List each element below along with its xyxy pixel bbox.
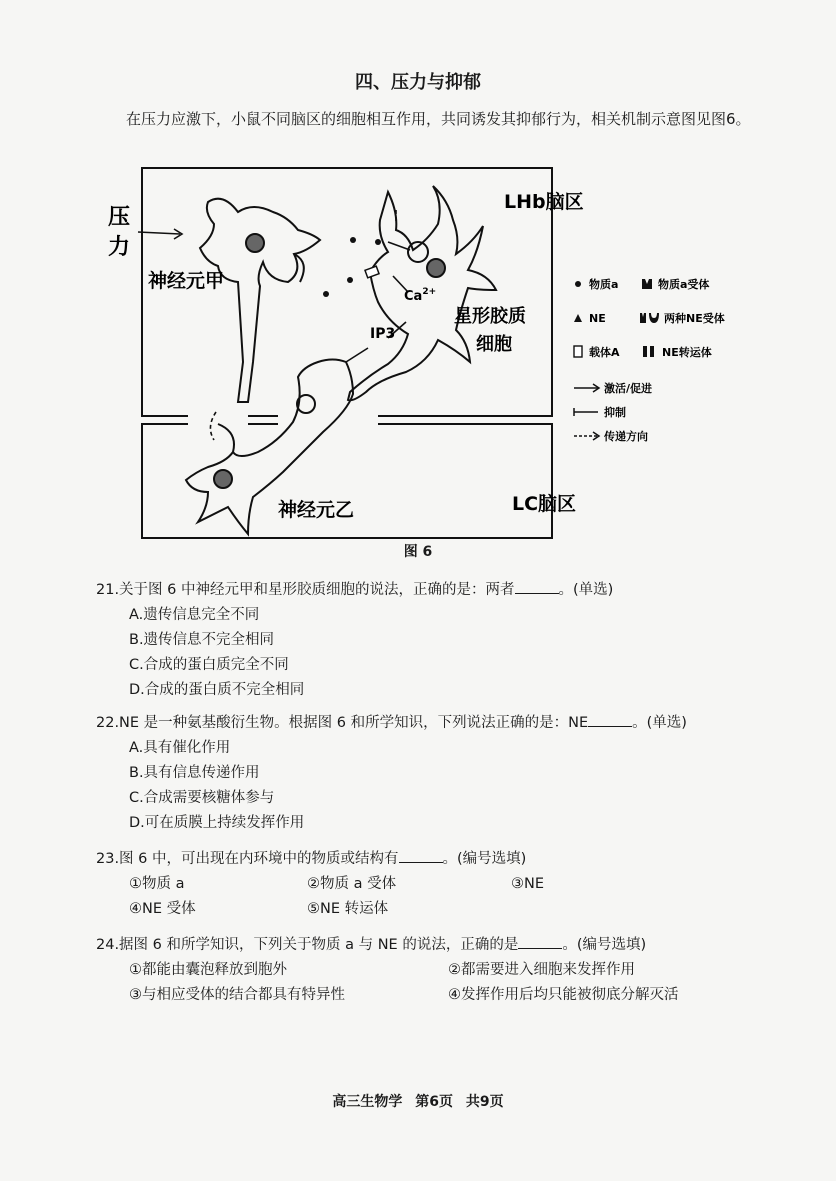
q23-answer-blank[interactable]: [399, 848, 443, 863]
q22-option-c: C.合成需要核糖体参与: [129, 790, 275, 806]
legend-ne-transporter: NE转运体: [662, 346, 712, 359]
q23-option-3: ③NE: [511, 876, 545, 892]
lhb-region-box: [142, 168, 552, 416]
legend-ne-receptors: 两种NE受体: [664, 312, 725, 325]
legend-activate: 激活/促进: [604, 382, 653, 395]
legend-substance-a-receptor: 物质a受体: [658, 278, 710, 291]
q22-option-d: D.可在质膜上持续发挥作用: [129, 815, 305, 831]
astrocyte-nucleus: [427, 259, 445, 277]
q24-option-4: ④发挥作用后均只能被彻底分解灭活: [448, 987, 679, 1003]
figure-caption: 图 6: [403, 544, 433, 560]
carrier-a-mark: [365, 266, 379, 278]
q24-option-2: ②都需要进入细胞来发挥作用: [448, 962, 635, 978]
q21-option-c: C.合成的蛋白质完全不同: [129, 657, 289, 673]
question-21: [96, 578, 776, 703]
q21-answer-blank[interactable]: [515, 579, 559, 594]
q21-option-a: A.遗传信息完全不同: [129, 607, 260, 623]
q21-stem: 21.关于图 6 中神经元甲和星形胶质细胞的说法，正确的是：两者: [96, 582, 515, 598]
legend-transmit: 传递方向: [604, 430, 648, 443]
section-title: 四、压力与抑郁: [355, 72, 481, 93]
q24-answer-blank[interactable]: [518, 934, 562, 949]
ca-label: $Ca^{2+}$: [404, 287, 437, 304]
question-22: [96, 711, 776, 836]
region-bottom-label: LC脑区: [512, 493, 577, 515]
stress-label-2: 力: [108, 235, 131, 260]
q22-stem: 22.NE 是一种氨基酸衍生物。根据图 6 和所学知识，下列说法正确的是：NE: [96, 715, 589, 731]
legend-inhibit: 抑制: [604, 406, 626, 419]
q23-option-4: ④NE 受体: [129, 901, 196, 917]
q24-suffix: 。(编号选填): [562, 937, 647, 953]
legend-substance-a: 物质a: [589, 278, 619, 291]
q22-answer-blank[interactable]: [588, 712, 632, 727]
q23-option-1: ①物质 a: [129, 876, 185, 892]
q23-option-5: ⑤NE 转运体: [307, 901, 389, 917]
question-23: [96, 847, 776, 922]
q21-option-d: D.合成的蛋白质不完全相同: [129, 682, 305, 698]
legend-carrier-a: 载体A: [589, 346, 620, 359]
vesicle-ne: [408, 242, 428, 262]
question-24: [96, 933, 776, 1008]
neuron-b-nucleus: [214, 470, 232, 488]
legend-ne: NE: [589, 312, 606, 325]
page-footer: 高三生物学 第6页 共9页: [332, 1094, 504, 1110]
stress-label-1: 压: [108, 205, 131, 230]
neuron-a-label: 神经元甲: [148, 270, 225, 292]
q24-option-3: ③与相应受体的结合都具有特异性: [129, 987, 345, 1003]
q21-option-b: B.遗传信息不完全相同: [129, 632, 275, 648]
astrocyte-label-2: 细胞: [476, 334, 512, 355]
region-top-label: LHb脑区: [504, 191, 584, 213]
neuron-b-label: 神经元乙: [278, 499, 355, 521]
figure-legend: [574, 277, 725, 443]
q22-option-a: A.具有催化作用: [129, 740, 231, 756]
q22-suffix: 。(单选): [632, 715, 687, 731]
q23-stem: 23.图 6 中，可出现在内环境中的物质或结构有: [96, 851, 399, 867]
q21-suffix: 。(单选): [558, 582, 614, 598]
q23-suffix: 。(编号选填): [442, 851, 527, 867]
intro-paragraph: 在压力应激下，小鼠不同脑区的细胞相互作用，共同诱发其抑郁行为，相关机制示意图见图6。: [126, 110, 751, 128]
figure-6-diagram: [88, 162, 788, 572]
neuron-a-nucleus: [246, 234, 264, 252]
q23-option-2: ②物质 a 受体: [307, 876, 397, 892]
astrocyte-label-1: 星形胶质: [454, 306, 526, 327]
q24-stem: 24.据图 6 和所学知识，下列关于物质 a 与 NE 的说法，正确的是: [96, 937, 519, 953]
ip3-label: IP3: [370, 326, 396, 342]
q22-option-b: B.具有信息传递作用: [129, 765, 260, 781]
q24-option-1: ①都能由囊泡释放到胞外: [129, 962, 287, 978]
